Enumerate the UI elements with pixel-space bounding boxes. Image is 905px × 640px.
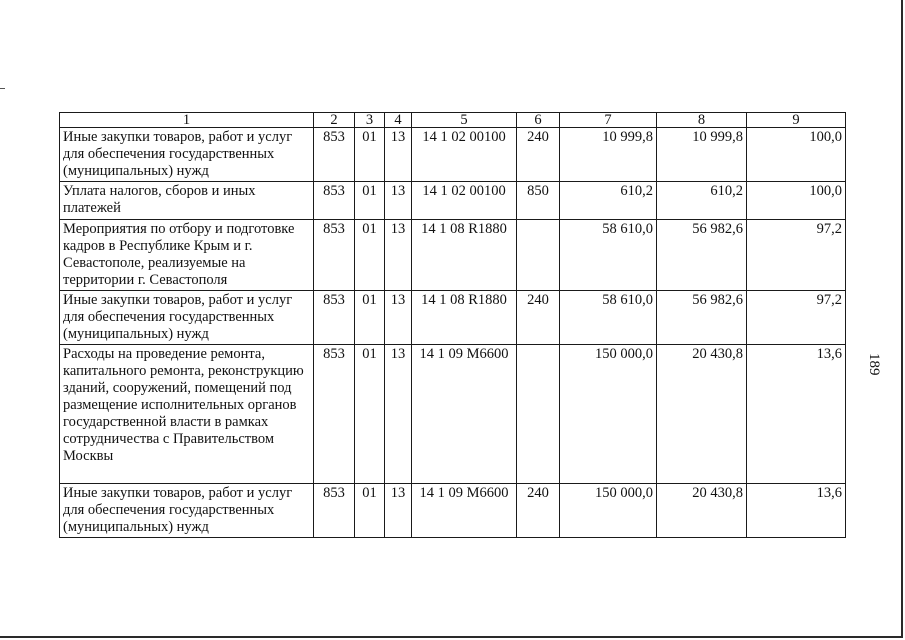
cell-section: 01 bbox=[355, 182, 385, 220]
cell-target-article: 14 1 02 00100 bbox=[412, 128, 517, 182]
cell-percent: 97,2 bbox=[747, 220, 846, 291]
cell-target-article: 14 1 08 R1880 bbox=[412, 220, 517, 291]
column-header: 9 bbox=[747, 113, 846, 128]
column-header: 7 bbox=[560, 113, 657, 128]
cell-ministry: 853 bbox=[314, 291, 355, 345]
cell-section: 01 bbox=[355, 291, 385, 345]
cell-section: 01 bbox=[355, 128, 385, 182]
table-row bbox=[60, 345, 846, 484]
cell-expense-type: 240 bbox=[517, 484, 560, 538]
cell-percent: 100,0 bbox=[747, 128, 846, 182]
column-header: 4 bbox=[385, 113, 412, 128]
cell-expense-type: 240 bbox=[517, 291, 560, 345]
cell-plan: 10 999,8 bbox=[560, 128, 657, 182]
cell-actual: 610,2 bbox=[657, 182, 747, 220]
cell-expense-type: 240 bbox=[517, 128, 560, 182]
header-row bbox=[60, 113, 846, 128]
cell-subsection: 13 bbox=[385, 182, 412, 220]
cell-name: Иные закупки товаров, работ и услуг для обеспечения государственных (муниципальных) нужд bbox=[60, 128, 314, 182]
cell-target-article: 14 1 08 R1880 bbox=[412, 291, 517, 345]
scan-mark bbox=[0, 88, 5, 89]
cell-expense-type bbox=[517, 220, 560, 291]
cell-ministry: 853 bbox=[314, 484, 355, 538]
cell-percent: 13,6 bbox=[747, 484, 846, 538]
cell-subsection: 13 bbox=[385, 128, 412, 182]
cell-ministry: 853 bbox=[314, 128, 355, 182]
table-row bbox=[60, 291, 846, 345]
budget-table bbox=[59, 112, 846, 538]
cell-name: Иные закупки товаров, работ и услуг для обеспечения государственных (муниципальных) нужд bbox=[60, 484, 314, 538]
table-row bbox=[60, 220, 846, 291]
cell-subsection: 13 bbox=[385, 345, 412, 484]
column-header: 1 bbox=[60, 113, 314, 128]
cell-subsection: 13 bbox=[385, 220, 412, 291]
cell-percent: 97,2 bbox=[747, 291, 846, 345]
cell-name: Расходы на проведение ремонта, капитального ремонта, реконструкцию зданий, сооружений, помещений под размещение исполнительных органов государственной власти в рамках сотрудничества с Правительством Москвы bbox=[60, 345, 314, 484]
cell-expense-type bbox=[517, 345, 560, 484]
cell-subsection: 13 bbox=[385, 484, 412, 538]
column-header: 8 bbox=[657, 113, 747, 128]
cell-ministry: 853 bbox=[314, 182, 355, 220]
cell-actual: 56 982,6 bbox=[657, 220, 747, 291]
cell-target-article: 14 1 02 00100 bbox=[412, 182, 517, 220]
column-header: 5 bbox=[412, 113, 517, 128]
page-number: 189 bbox=[866, 353, 882, 376]
cell-actual: 20 430,8 bbox=[657, 484, 747, 538]
cell-actual: 56 982,6 bbox=[657, 291, 747, 345]
column-header: 6 bbox=[517, 113, 560, 128]
cell-name: Иные закупки товаров, работ и услуг для обеспечения государственных (муниципальных) нужд bbox=[60, 291, 314, 345]
cell-percent: 13,6 bbox=[747, 345, 846, 484]
cell-ministry: 853 bbox=[314, 345, 355, 484]
cell-actual: 20 430,8 bbox=[657, 345, 747, 484]
cell-section: 01 bbox=[355, 345, 385, 484]
table-row bbox=[60, 484, 846, 538]
cell-section: 01 bbox=[355, 484, 385, 538]
cell-target-article: 14 1 09 M6600 bbox=[412, 484, 517, 538]
cell-target-article: 14 1 09 M6600 bbox=[412, 345, 517, 484]
cell-subsection: 13 bbox=[385, 291, 412, 345]
cell-actual: 10 999,8 bbox=[657, 128, 747, 182]
cell-section: 01 bbox=[355, 220, 385, 291]
cell-percent: 100,0 bbox=[747, 182, 846, 220]
cell-plan: 610,2 bbox=[560, 182, 657, 220]
cell-plan: 58 610,0 bbox=[560, 220, 657, 291]
table-row bbox=[60, 128, 846, 182]
table-row bbox=[60, 182, 846, 220]
cell-plan: 150 000,0 bbox=[560, 484, 657, 538]
cell-name: Уплата налогов, сборов и иных платежей bbox=[60, 182, 314, 220]
cell-plan: 58 610,0 bbox=[560, 291, 657, 345]
column-header: 3 bbox=[355, 113, 385, 128]
cell-plan: 150 000,0 bbox=[560, 345, 657, 484]
column-header: 2 bbox=[314, 113, 355, 128]
cell-name: Мероприятия по отбору и подготовке кадров в Республике Крым и г. Севастополе, реализуемые на территории г. Севастополя bbox=[60, 220, 314, 291]
cell-expense-type: 850 bbox=[517, 182, 560, 220]
cell-ministry: 853 bbox=[314, 220, 355, 291]
